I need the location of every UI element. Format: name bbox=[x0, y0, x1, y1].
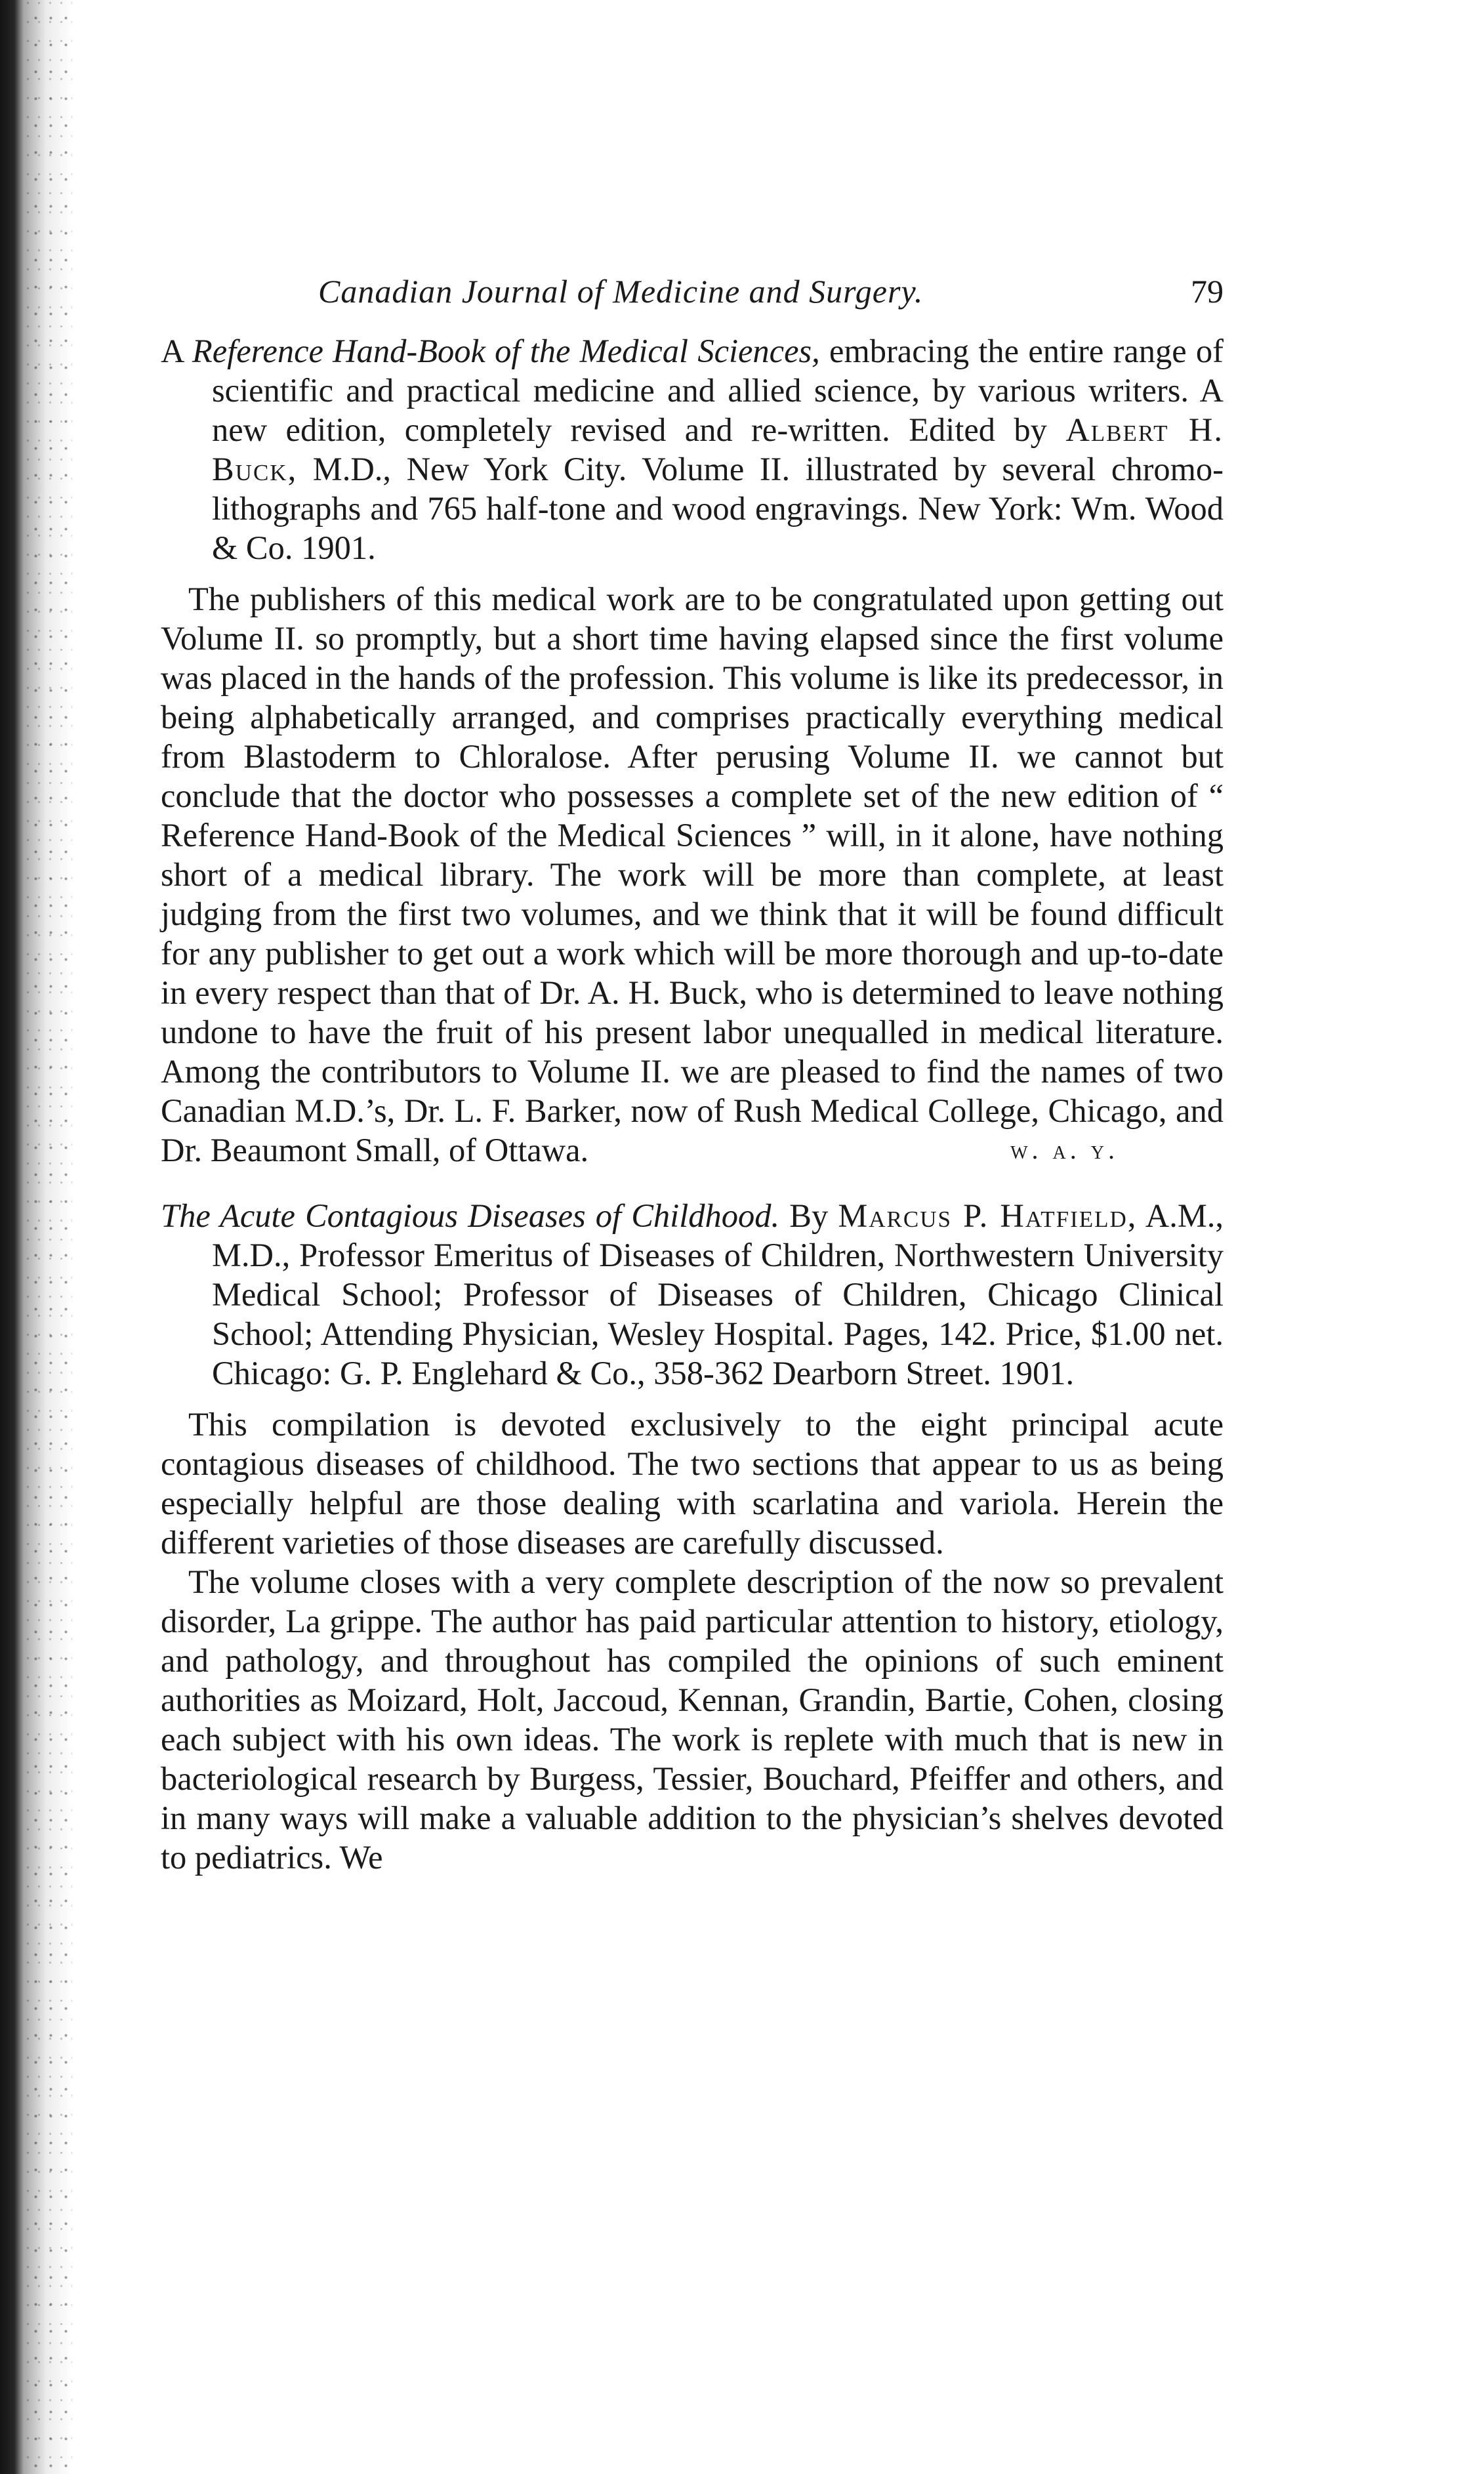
reviewer-signature: w. a. y. bbox=[1010, 1135, 1119, 1165]
author-name: Marcus P. Hatfield, bbox=[838, 1197, 1138, 1234]
running-head bbox=[161, 272, 1224, 331]
review-citation bbox=[161, 331, 1224, 567]
citation-text: embracing the entire range of scientific and practical medicine and allied science, by various writers. A new edition, completely revised and re-written. Edited by bbox=[212, 333, 1224, 448]
review-body: The publishers of this medical work are to be congratulated upon getting out Volume II. so promptly, but a short time having elapsed since the first volume was placed in the hands of the profession. This volume is like its predecessor, in being alphabetically arranged, and comprises practically everything medical from Blastoderm to Chloralose. After perusing Volume II. we cannot but conclude that the doctor who possesses a complete set of the new edition of “ Reference Hand-Book of the Medical Sciences ” will, in it alone, have nothing short of a medical library. The work will be more than complete, at least judging from the first two volumes, and we think that it will be found difficult for any publisher to get out a work which will be more thorough and up-to-date in every respect than that of Dr. A. H. Buck, who is determined to leave nothing undone to have the fruit of his present labor unequalled in medical literature. Among the contributors to Volume II. we are pleased to find the names of two Canadian M.D.’s, Dr. L. F. Barker, now of Rush Medical College, Chicago, and Dr. Beaumont Small, of Ottawa. bbox=[161, 581, 1224, 1168]
citation-text: M.D., New York City. Volume II. illustrated by several chromo-lithographs and 765 half-tone and wood engravings. New York: Wm. Wood & Co. 1901. bbox=[212, 451, 1224, 566]
work-title: Reference Hand-Book of the Medical Sciences, bbox=[192, 333, 820, 369]
citation-text: By bbox=[779, 1197, 838, 1234]
review-paragraph: This compilation is devoted exclusively to the eight principal acute contagious diseases of childhood. The two sections that appear to us as being especially helpful are those dealing with scarlatina and variola. Herein the different varieties of those diseases are carefully discussed. bbox=[161, 1406, 1224, 1561]
citation-text: A.M., M.D., Professor Emeritus of Diseases of Children, Northwestern University Medical School; Professor of Diseases of Children, Chicago Clinical School; Attending Physician, Wesley Hospital. Pages, 142. Price, $1.00 net. Chicago: G. P. Englehard & Co., 358-362 Dearborn Street. 1901. bbox=[212, 1197, 1224, 1392]
review-paragraph: The volume closes with a very complete description of the now so prevalent disorder, La grippe. The author has paid particular attention to history, etiology, and pathology, and throughout has compiled the opinions of such eminent authorities as Moizard, Holt, Jaccoud, Kennan, Grandin, Bartie, Cohen, closing each subject with his own ideas. The work is replete with much that is new in bacteriological research by Burgess, Tessier, Bouchard, Pfeiffer and others, and in many ways will make a valuable addition to the physician’s shelves devoted to pediatrics. We bbox=[161, 1563, 1224, 1876]
review-citation bbox=[161, 1196, 1224, 1393]
journal-running-title: Canadian Journal of Medicine and Surgery. bbox=[318, 273, 924, 310]
citation-prefix: A bbox=[161, 333, 192, 369]
page-number: 79 bbox=[1191, 273, 1224, 310]
review-paragraph bbox=[161, 579, 1224, 1170]
work-title: The Acute Contagious Diseases of Childhood. bbox=[161, 1197, 780, 1234]
journal-page bbox=[161, 272, 1224, 1877]
binding-scan-noise bbox=[26, 0, 72, 2474]
author-name: Albert H. Buck, bbox=[212, 411, 1224, 487]
